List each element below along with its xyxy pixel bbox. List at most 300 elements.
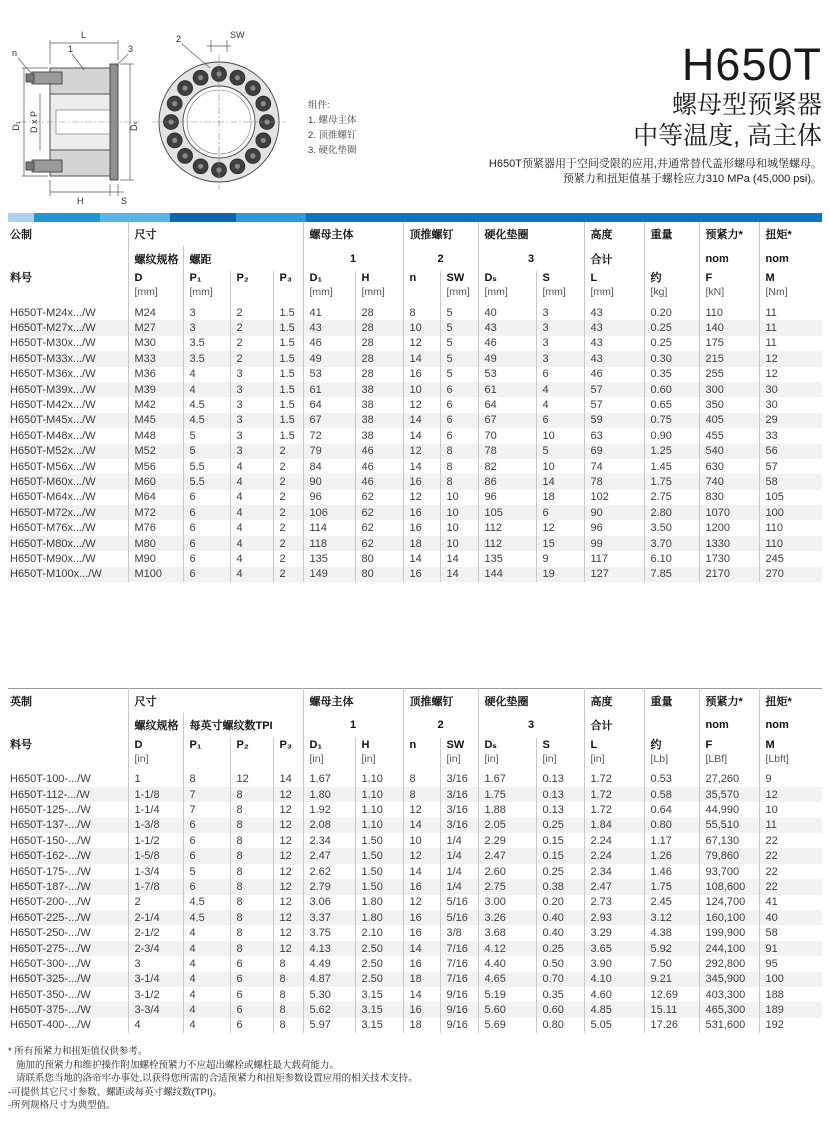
table-cell: 90 xyxy=(584,505,644,520)
table-cell: 9 xyxy=(536,551,584,566)
table-cell: 12 xyxy=(759,351,822,366)
table-cell: 1/4 xyxy=(440,879,478,894)
table-cell: 1 xyxy=(128,772,183,787)
table-cell: 105 xyxy=(759,490,822,505)
column-header: Dₛ [mm] xyxy=(478,271,536,305)
table-cell: 14 xyxy=(403,941,440,956)
table-cell: 18 xyxy=(536,490,584,505)
table-cell: 4.87 xyxy=(303,972,355,987)
pitch-label: 每英寸螺纹数TPI xyxy=(183,713,303,738)
table-row xyxy=(8,305,822,320)
group-push-screws: 顶推螺钉 xyxy=(403,222,478,246)
table-cell: 5/16 xyxy=(440,910,478,925)
dim-label-S: S xyxy=(121,196,128,206)
table-cell: 3.29 xyxy=(584,925,644,940)
table-cell: 0.25 xyxy=(536,941,584,956)
table-cell: 345,900 xyxy=(699,972,759,987)
table-cell: 6 xyxy=(230,1018,273,1033)
table-cell: 3/16 xyxy=(440,772,478,787)
table-cell: 84 xyxy=(303,459,355,474)
table-cell: 22 xyxy=(759,833,822,848)
table-cell: 5.92 xyxy=(644,941,699,956)
group-weight: 重量 xyxy=(644,689,699,713)
table-cell: 18 xyxy=(403,1018,440,1033)
table-cell: 1/4 xyxy=(440,833,478,848)
table-row xyxy=(8,925,822,940)
nut-body-number: 1 xyxy=(303,713,403,738)
table-row xyxy=(8,864,822,879)
table-cell: 59 xyxy=(584,413,644,428)
temperature-note: 中等温度, 高主体 xyxy=(633,122,822,150)
table-cell: H650T-M24x.../W xyxy=(10,306,96,319)
table-cell: 4 xyxy=(536,382,584,397)
table-cell: H650T-M72x.../W xyxy=(8,505,128,520)
table-cell: H650T-M42x.../W xyxy=(10,399,96,412)
group-torque: 扭矩* xyxy=(759,689,822,713)
table-cell: 12 xyxy=(273,879,303,894)
table-cell: 6 xyxy=(183,848,230,863)
table-cell: 16 xyxy=(403,925,440,940)
table-cell: 5/16 xyxy=(440,895,478,910)
table-cell: 14 xyxy=(403,818,440,833)
table-cell: 1-1/4 xyxy=(128,802,183,817)
table-cell: 8 xyxy=(230,848,273,863)
table-cell: 57 xyxy=(759,459,822,474)
table-cell: 244,100 xyxy=(699,941,759,956)
table-cell: 12 xyxy=(403,848,440,863)
table-cell: 8 xyxy=(403,305,440,320)
table-cell: H650T-M52x.../W xyxy=(8,444,128,459)
table-cell: 14 xyxy=(403,864,440,879)
table-cell: 6 xyxy=(183,818,230,833)
table-cell: 1.26 xyxy=(644,848,699,863)
table-cell: 1-3/8 xyxy=(128,818,183,833)
table-cell: 105 xyxy=(478,505,536,520)
table-cell: 0.75 xyxy=(644,413,699,428)
table-cell: 5.5 xyxy=(183,474,230,489)
table-cell: 1.5 xyxy=(273,305,303,320)
imperial-section xyxy=(8,688,822,1033)
column-header: D [mm] xyxy=(128,271,183,305)
table-cell: 1.5 xyxy=(273,397,303,412)
table-cell: 0.40 xyxy=(536,910,584,925)
table-cell: 11 xyxy=(759,305,822,320)
table-cell: 3.00 xyxy=(478,895,536,910)
table-cell: 0.25 xyxy=(536,818,584,833)
table-cell: 6 xyxy=(440,428,478,443)
group-size: 尺寸 xyxy=(128,222,303,246)
table-cell: 12 xyxy=(273,833,303,848)
table-cell: 0.13 xyxy=(536,772,584,787)
table-cell: 78 xyxy=(584,474,644,489)
table-cell: 43 xyxy=(584,305,644,320)
table-cell: 140 xyxy=(699,320,759,335)
table-cell: 4 xyxy=(230,536,273,551)
table-cell: 6 xyxy=(440,413,478,428)
table-cell: 192 xyxy=(759,1018,822,1033)
table-cell: 1.67 xyxy=(478,772,536,787)
table-cell: 0.25 xyxy=(644,320,699,335)
table-cell: 7/16 xyxy=(440,941,478,956)
table-cell: 53 xyxy=(303,367,355,382)
table-cell: 0.50 xyxy=(536,956,584,971)
table-row xyxy=(8,772,822,787)
table-cell: 16 xyxy=(403,367,440,382)
subgroup-header-row xyxy=(8,713,822,738)
table-cell: 0.20 xyxy=(644,305,699,320)
table-cell: 405 xyxy=(699,413,759,428)
table-cell: 7/16 xyxy=(440,972,478,987)
height-total-label: 合计 xyxy=(584,713,644,738)
table-cell: 62 xyxy=(355,490,403,505)
table-cell: 1-3/4 xyxy=(128,864,183,879)
table-cell: 1.5 xyxy=(273,428,303,443)
table-cell: 6 xyxy=(183,520,230,535)
table-cell: H650T-M45x.../W xyxy=(8,413,128,428)
table-cell: 455 xyxy=(699,428,759,443)
table-cell: 4.49 xyxy=(303,956,355,971)
table-cell: 46 xyxy=(478,336,536,351)
table-cell: 40 xyxy=(478,305,536,320)
table-cell: 10 xyxy=(403,833,440,848)
table-cell: 2-1/4 xyxy=(128,910,183,925)
table-row xyxy=(8,474,822,489)
table-cell: H650T-400-.../W xyxy=(10,1019,91,1032)
column-header: P₃ xyxy=(273,271,303,305)
table-cell: 1.5 xyxy=(273,320,303,335)
table-cell: 3.15 xyxy=(355,987,403,1002)
table-cell: 96 xyxy=(478,490,536,505)
table-cell: 80 xyxy=(355,567,403,582)
table-cell: 5 xyxy=(440,336,478,351)
table-row xyxy=(8,879,822,894)
table-row xyxy=(8,336,822,351)
table-cell: 3.75 xyxy=(303,925,355,940)
table-cell: 4 xyxy=(183,987,230,1002)
table-cell: 2.75 xyxy=(478,879,536,894)
table-row xyxy=(8,490,822,505)
table-cell: H650T-M30x.../W xyxy=(10,337,96,350)
table-cell: M100 xyxy=(128,567,183,582)
blank-cell xyxy=(8,713,128,738)
table-cell: 3 xyxy=(230,413,273,428)
table-cell: H650T-175-.../W xyxy=(10,865,91,878)
table-cell: 5 xyxy=(183,864,230,879)
table-cell: 46 xyxy=(355,474,403,489)
table-cell: 16 xyxy=(403,505,440,520)
table-cell: 2 xyxy=(273,536,303,551)
table-cell: 79,860 xyxy=(699,848,759,863)
blank-cell xyxy=(8,246,128,271)
table-cell: M72 xyxy=(128,505,183,520)
table-cell: 62 xyxy=(355,536,403,551)
table-cell: 79 xyxy=(303,444,355,459)
table-cell: 6 xyxy=(183,551,230,566)
table-cell: 38 xyxy=(355,382,403,397)
table-cell: 110 xyxy=(759,520,822,535)
table-cell: 4 xyxy=(183,941,230,956)
table-cell: H650T-M100x.../W xyxy=(8,567,128,582)
column-header: M [Lbft] xyxy=(759,738,822,772)
table-cell: 6 xyxy=(183,879,230,894)
table-cell: 8 xyxy=(403,787,440,802)
column-header: 料号 xyxy=(10,272,32,284)
table-cell: 6 xyxy=(230,1002,273,1017)
table-cell: 3.37 xyxy=(303,910,355,925)
table-cell: 1.92 xyxy=(303,802,355,817)
table-cell: 6.10 xyxy=(644,551,699,566)
table-cell: 14 xyxy=(403,459,440,474)
table-cell: 0.30 xyxy=(644,351,699,366)
table-cell: 3 xyxy=(183,320,230,335)
table-cell: 15.11 xyxy=(644,1002,699,1017)
table-cell: 27,260 xyxy=(699,772,759,787)
table-cell: 102 xyxy=(584,490,644,505)
group-push-screws: 顶推螺钉 xyxy=(403,689,478,713)
table-cell: 3.90 xyxy=(584,956,644,971)
column-header: D₁ [mm] xyxy=(303,271,355,305)
table-cell: 1330 xyxy=(699,536,759,551)
table-cell: 28 xyxy=(355,305,403,320)
thread-spec-label: 螺纹规格 xyxy=(128,246,183,271)
table-cell: 2.50 xyxy=(355,956,403,971)
table-cell: 740 xyxy=(699,474,759,489)
table-cell: 1.5 xyxy=(273,351,303,366)
table-cell: 1.80 xyxy=(303,787,355,802)
table-cell: H650T-275-.../W xyxy=(8,941,128,956)
table-cell: 4 xyxy=(183,367,230,382)
table-cell: 540 xyxy=(699,444,759,459)
table-cell: 67,130 xyxy=(699,833,759,848)
table-cell: 0.90 xyxy=(644,428,699,443)
table-cell: H650T-325-.../W xyxy=(8,972,128,987)
table-cell: 86 xyxy=(478,474,536,489)
table-cell: 1.5 xyxy=(273,367,303,382)
table-cell: 6 xyxy=(536,505,584,520)
table-cell: 4 xyxy=(183,972,230,987)
table-cell: 12 xyxy=(273,787,303,802)
description-line: H650T预紧器用于空间受限的应用,并通常替代盖形螺母和城堡螺母。 xyxy=(488,158,822,170)
washer-number: 3 xyxy=(478,246,584,271)
table-cell: 8 xyxy=(230,787,273,802)
table-cell: 12 xyxy=(403,802,440,817)
table-cell: 2.80 xyxy=(644,505,699,520)
table-cell: 6 xyxy=(183,505,230,520)
table-cell: M45 xyxy=(128,413,183,428)
table-cell: H650T-M76x.../W xyxy=(10,522,96,535)
table-cell: 74 xyxy=(584,459,644,474)
table-cell: 3 xyxy=(230,444,273,459)
table-cell: 8 xyxy=(273,956,303,971)
table-cell: 100 xyxy=(759,505,822,520)
group-nut-body: 螺母主体 xyxy=(303,689,403,713)
table-cell: 12 xyxy=(403,397,440,412)
table-cell: 124,700 xyxy=(699,895,759,910)
table-cell: 3 xyxy=(536,320,584,335)
table-cell: 189 xyxy=(759,1002,822,1017)
table-cell: 1.50 xyxy=(355,864,403,879)
table-cell: 17.26 xyxy=(644,1018,699,1033)
product-description xyxy=(382,157,822,187)
table-cell: 4.40 xyxy=(478,956,536,971)
table-cell: H650T-M36x.../W xyxy=(10,368,96,381)
table-cell: 3 xyxy=(536,351,584,366)
table-cell: 1.72 xyxy=(584,802,644,817)
table-cell: 2.24 xyxy=(584,833,644,848)
table-cell: 0.80 xyxy=(536,1018,584,1033)
description-line: 预紧力和扭矩值基于螺栓应力310 MPa (45,000 psi)。 xyxy=(562,173,822,185)
table-cell: 2.79 xyxy=(303,879,355,894)
table-cell: 12 xyxy=(403,490,440,505)
table-cell: 10 xyxy=(536,459,584,474)
table-cell: 0.65 xyxy=(644,397,699,412)
table-cell: 0.35 xyxy=(644,367,699,382)
table-cell: 4 xyxy=(183,1018,230,1033)
table-cell: 10 xyxy=(536,428,584,443)
column-header: D [in] xyxy=(128,738,183,772)
table-cell: 3/16 xyxy=(440,818,478,833)
table-cell: 3 xyxy=(230,428,273,443)
table-cell: 0.13 xyxy=(536,802,584,817)
table-cell: 255 xyxy=(699,367,759,382)
table-cell: 3-1/2 xyxy=(128,987,183,1002)
table-row xyxy=(8,413,822,428)
table-cell: 6 xyxy=(440,382,478,397)
table-cell: M27 xyxy=(128,320,183,335)
table-cell: 46 xyxy=(303,336,355,351)
table-cell: 41 xyxy=(303,305,355,320)
table-cell: 2 xyxy=(273,551,303,566)
table-cell: 3.15 xyxy=(355,1002,403,1017)
table-cell: 10 xyxy=(403,320,440,335)
push-screws-number: 2 xyxy=(403,713,478,738)
table-cell: 4 xyxy=(230,459,273,474)
table-cell: 12 xyxy=(273,818,303,833)
table-cell: 12 xyxy=(403,895,440,910)
table-cell: 3.70 xyxy=(644,536,699,551)
table-cell: 0.13 xyxy=(536,787,584,802)
table-cell: H650T-M39x.../W xyxy=(8,382,128,397)
table-cell: 4 xyxy=(230,520,273,535)
front-view xyxy=(152,30,286,189)
table-cell: 6 xyxy=(536,367,584,382)
table-cell: 4 xyxy=(183,956,230,971)
product-subtitle: 螺母型预紧器 xyxy=(671,91,822,119)
table-cell: H650T-M56x.../W xyxy=(10,460,96,473)
table-cell: 7.85 xyxy=(644,567,699,582)
table-cell: 8 xyxy=(230,910,273,925)
table-cell: 57 xyxy=(584,397,644,412)
table-cell: 8 xyxy=(230,895,273,910)
table-cell: 8 xyxy=(273,1002,303,1017)
table-row xyxy=(8,833,822,848)
table-cell: 350 xyxy=(699,397,759,412)
table-cell: 8 xyxy=(273,972,303,987)
table-cell: 46 xyxy=(355,444,403,459)
table-cell: 46 xyxy=(584,367,644,382)
metric-table xyxy=(8,222,822,582)
group-preload: 预紧力* xyxy=(699,222,759,246)
table-cell: 1.46 xyxy=(644,864,699,879)
table-cell: H650T-350-.../W xyxy=(10,988,91,1001)
pitch-label: 螺距 xyxy=(183,246,303,271)
table-cell: 14 xyxy=(536,474,584,489)
table-row xyxy=(8,818,822,833)
table-cell: 6 xyxy=(183,536,230,551)
table-cell: 11 xyxy=(759,818,822,833)
table-cell: 4 xyxy=(183,1002,230,1017)
table-cell: M56 xyxy=(128,459,183,474)
table-cell: 41 xyxy=(759,895,822,910)
table-row xyxy=(8,536,822,551)
column-header: SW [mm] xyxy=(440,271,478,305)
table-cell: 830 xyxy=(699,490,759,505)
table-row xyxy=(8,428,822,443)
table-cell: 270 xyxy=(759,567,822,582)
table-cell: 63 xyxy=(584,428,644,443)
table-cell: 0.64 xyxy=(644,802,699,817)
table-cell: 12 xyxy=(536,520,584,535)
table-cell: 2-3/4 xyxy=(128,941,183,956)
table-cell: 9/16 xyxy=(440,1018,478,1033)
component-list-title: 组件: xyxy=(308,100,330,111)
table-cell: M60 xyxy=(128,474,183,489)
table-cell: 2 xyxy=(128,895,183,910)
table-cell: M24 xyxy=(128,305,183,320)
table-cell: 55,510 xyxy=(699,818,759,833)
table-cell: 0.35 xyxy=(536,987,584,1002)
column-header: P₂ xyxy=(230,271,273,305)
table-cell: 4.5 xyxy=(183,413,230,428)
table-cell: 9.21 xyxy=(644,972,699,987)
table-cell: 5 xyxy=(183,444,230,459)
table-cell: 7.50 xyxy=(644,956,699,971)
group-washer: 硬化垫圈 xyxy=(478,222,584,246)
table-cell: 6 xyxy=(183,833,230,848)
table-row xyxy=(8,1002,822,1017)
table-cell: 2 xyxy=(230,351,273,366)
table-cell: 292,800 xyxy=(699,956,759,971)
table-cell: 12 xyxy=(273,802,303,817)
table-cell: 5.60 xyxy=(478,1002,536,1017)
table-cell: 0.58 xyxy=(644,787,699,802)
table-cell: 19 xyxy=(536,567,584,582)
footnote-line: -可提供其它尺寸参数、螺距或每英寸螺纹数(TPI)。 xyxy=(8,1086,223,1098)
table-cell: 8 xyxy=(230,802,273,817)
column-header: P₂ xyxy=(230,738,273,772)
table-cell: 7/16 xyxy=(440,956,478,971)
table-cell: 0.15 xyxy=(536,848,584,863)
table-cell: 8 xyxy=(183,772,230,787)
table-cell: 62 xyxy=(355,505,403,520)
table-cell: 10 xyxy=(440,505,478,520)
table-cell: 2.45 xyxy=(644,895,699,910)
table-cell: 3-3/4 xyxy=(128,1002,183,1017)
table-cell: 3/16 xyxy=(440,787,478,802)
washer-number: 3 xyxy=(478,713,584,738)
table-cell: 4.65 xyxy=(478,972,536,987)
metric-table-body xyxy=(8,305,822,582)
table-cell: 2.62 xyxy=(303,864,355,879)
table-cell: 1.5 xyxy=(273,382,303,397)
table-cell: H650T-M90x.../W xyxy=(10,552,96,565)
dim-label-DxP: D x P xyxy=(29,110,39,134)
table-cell: 5.69 xyxy=(478,1018,536,1033)
table-cell: 4 xyxy=(230,551,273,566)
table-cell: M76 xyxy=(128,520,183,535)
table-cell: 6 xyxy=(183,567,230,582)
table-cell: 4.12 xyxy=(478,941,536,956)
